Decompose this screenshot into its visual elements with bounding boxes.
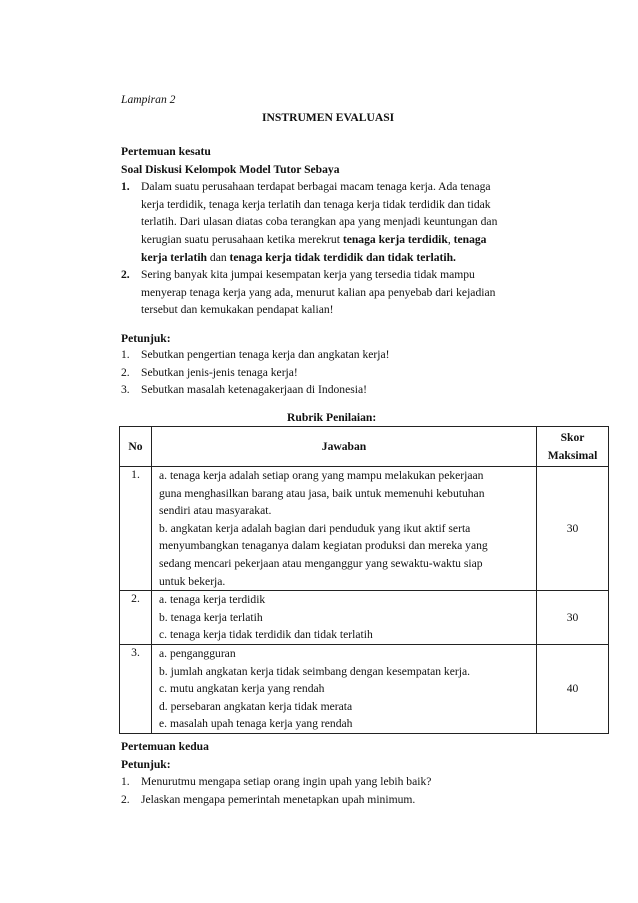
header-no: No bbox=[120, 427, 152, 467]
petunjuk-list bbox=[121, 346, 541, 399]
table-row bbox=[120, 644, 609, 733]
lampiran-label: Lampiran 2 bbox=[121, 93, 176, 106]
question-line: kerugian suatu perusahaan ketika merekrut tenaga kerja terdidik, tenaga bbox=[141, 233, 487, 247]
rubrik-title: Rubrik Penilaian: bbox=[287, 411, 377, 424]
header-jawaban: Jawaban bbox=[152, 427, 537, 467]
row-score: 40 bbox=[537, 644, 609, 733]
list-number: 2. bbox=[121, 365, 130, 379]
row-score: 30 bbox=[537, 467, 609, 591]
petunjuk-heading: Petunjuk: bbox=[121, 332, 171, 345]
list-number: 2. bbox=[121, 792, 130, 806]
table-row bbox=[120, 591, 609, 645]
question-line: kerja terlatih dan tenaga kerja tidak terdidik dan tidak terlatih. bbox=[141, 250, 456, 264]
row-number: 3. bbox=[120, 644, 152, 733]
list-item: Menurutmu mengapa setiap orang ingin upah yang lebih baik? bbox=[141, 775, 432, 788]
petunjuk2-list bbox=[121, 773, 541, 808]
row-answer: a. pengangguran b. jumlah angkatan kerja tidak seimbang dengan kesempatan kerja. c. mutu angkatan kerja yang rendah d. persebaran angkatan kerja tidak merata e. masalah upah tenaga kerja yang rendah bbox=[152, 644, 537, 733]
list-item: Sebutkan jenis-jenis tenaga kerja! bbox=[141, 365, 298, 379]
row-score: 30 bbox=[537, 591, 609, 645]
question-line: Dalam suatu perusahaan terdapat berbagai macam tenaga kerja. Ada tenaga bbox=[141, 180, 491, 193]
pertemuan1-subheading: Soal Diskusi Kelompok Model Tutor Sebaya bbox=[121, 163, 340, 176]
row-number: 2. bbox=[120, 591, 152, 645]
pertemuan2-heading: Pertemuan kedua bbox=[121, 740, 209, 753]
header-skor: Skor Maksimal bbox=[537, 427, 609, 467]
question-2 bbox=[121, 266, 541, 319]
list-number: 1. bbox=[121, 348, 130, 361]
list-number: 1. bbox=[121, 775, 130, 788]
list-item: Jelaskan mengapa pemerintah menetapkan upah minimum. bbox=[141, 792, 416, 806]
question-number: 2. bbox=[121, 268, 130, 281]
question-line: terlatih. Dari ulasan diatas coba terangkan apa yang menjadi keuntungan dan bbox=[141, 215, 498, 229]
table-header-row bbox=[120, 427, 609, 467]
rubrik-table bbox=[119, 426, 609, 734]
list-item: Sebutkan masalah ketenagakerjaan di Indonesia! bbox=[141, 383, 367, 397]
row-number: 1. bbox=[120, 467, 152, 591]
table-row bbox=[120, 467, 609, 591]
question-number: 1. bbox=[121, 180, 130, 193]
pertemuan1-heading: Pertemuan kesatu bbox=[121, 145, 211, 158]
question-line: tersebut dan kemukakan pendapat kalian! bbox=[141, 303, 334, 317]
document-title: INSTRUMEN EVALUASI bbox=[262, 111, 395, 124]
list-number: 3. bbox=[121, 383, 130, 397]
row-answer: a. tenaga kerja terdidik b. tenaga kerja terlatih c. tenaga kerja tidak terdidik dan tidak terlatih bbox=[152, 591, 537, 645]
question-line: kerja terdidik, tenaga kerja terlatih dan tenaga kerja tidak terdidik dan tidak bbox=[141, 197, 491, 211]
row-answer: a. tenaga kerja adalah setiap orang yang mampu melakukan pekerjaan guna menghasilkan barang atau jasa, baik untuk memenuhi kebutuhan sendiri atau masyarakat. b. angkatan kerja adalah bagian dari penduduk yang ikut aktif serta menyumbangkan tenaganya dalam kegiatan produksi dan mereka yang sedang mencari pekerjaan atau menganggur yang sewaktu-waktu siap untuk bekerja. bbox=[152, 467, 537, 591]
question-line: menyerap tenaga kerja yang ada, menurut kalian apa penyebab dari kejadian bbox=[141, 285, 496, 299]
question-1 bbox=[121, 178, 541, 266]
list-item: Sebutkan pengertian tenaga kerja dan angkatan kerja! bbox=[141, 348, 390, 361]
petunjuk2-heading: Petunjuk: bbox=[121, 758, 171, 771]
question-line: Sering banyak kita jumpai kesempatan kerja yang tersedia tidak mampu bbox=[141, 268, 475, 281]
